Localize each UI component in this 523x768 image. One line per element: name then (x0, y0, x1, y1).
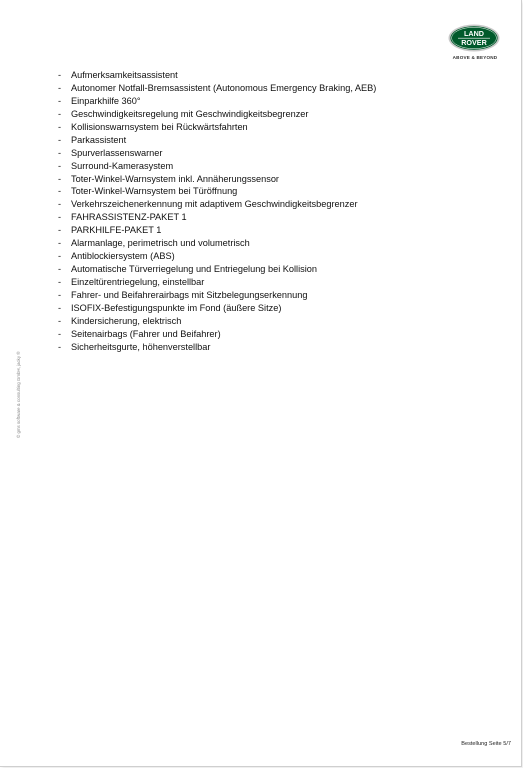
list-item-text: Kollisionswarnsystem bei Rückwärtsfahrten (71, 121, 248, 132)
list-item (58, 147, 376, 160)
list-item-text: Seitenairbags (Fahrer und Beifahrer) (71, 328, 221, 339)
list-item-text: Automatische Türverriegelung und Entriegelung bei Kollision (71, 264, 317, 275)
list-item (58, 276, 376, 289)
list-item (58, 108, 376, 121)
list-item-text: Autonomer Notfall-Bremsassistent (Autonomous Emergency Braking, AEB) (71, 82, 377, 93)
list-item-text: Antiblockiersystem (ABS) (71, 251, 175, 262)
list-bullet: - (58, 328, 62, 339)
list-bullet: - (58, 302, 62, 313)
list-bullet: - (58, 315, 62, 326)
list-item (58, 134, 376, 147)
list-bullet: - (58, 147, 62, 158)
list-item (58, 211, 376, 224)
list-item-text: FAHRASSISTENZ-PAKET 1 (71, 212, 187, 223)
list-bullet: - (58, 108, 62, 119)
list-bullet: - (58, 225, 62, 236)
list-item-text: PARKHILFE-PAKET 1 (71, 225, 162, 236)
page-number: Bestellung Seite 5/7 (461, 741, 511, 747)
list-item-text: Toter-Winkel-Warnsystem bei Türöffnung (71, 186, 238, 197)
list-item-text: ISOFIX-Befestigungspunkte im Fond (äußere Sitze) (71, 302, 282, 313)
list-bullet: - (58, 199, 62, 210)
logo-tagline: ABOVE & BEYOND (452, 55, 498, 60)
list-item (58, 69, 376, 82)
list-item (58, 185, 376, 198)
list-item-text: Spurverlassenswarner (71, 147, 163, 158)
list-item-text: Surround-Kamerasystem (71, 160, 174, 171)
list-bullet: - (58, 289, 62, 300)
list-bullet: - (58, 212, 62, 223)
logo-line2: ROVER (461, 38, 487, 48)
list-bullet: - (58, 341, 62, 352)
feature-list (58, 69, 376, 354)
list-item (58, 302, 376, 315)
list-item (58, 121, 376, 134)
list-item (58, 315, 376, 328)
list-bullet: - (58, 251, 62, 262)
list-item (58, 224, 376, 237)
list-bullet: - (58, 238, 62, 249)
list-bullet: - (58, 95, 62, 106)
list-item (58, 341, 376, 354)
list-bullet: - (58, 134, 62, 145)
list-bullet: - (58, 277, 62, 287)
list-item-text: Fahrer- und Beifahrerairbags mit Sitzbelegungserkennung (71, 289, 308, 300)
list-item (58, 263, 376, 276)
list-bullet: - (58, 186, 62, 197)
list-item (58, 237, 376, 250)
list-item (58, 198, 376, 211)
logo-line1: LAND (464, 29, 484, 39)
list-item (58, 173, 376, 186)
list-item (58, 160, 376, 173)
list-bullet: - (58, 121, 62, 132)
list-item (58, 95, 376, 108)
list-item (58, 82, 376, 95)
list-bullet: - (58, 264, 62, 275)
land-rover-logo-icon (448, 24, 500, 52)
list-item-text: Toter-Winkel-Warnsystem inkl. Annäherungssensor (71, 173, 279, 184)
list-item-text: Alarmanlage, perimetrisch und volumetrisch (71, 238, 250, 249)
list-bullet: - (58, 70, 62, 80)
list-item-text: Kindersicherung, elektrisch (71, 315, 182, 326)
copyright-note: © gms software & consulting GmbH, jacky ® (16, 351, 21, 438)
list-item-text: Aufmerksamkeitsassistent (71, 70, 178, 80)
list-item (58, 250, 376, 263)
list-bullet: - (58, 82, 62, 93)
list-item-text: Sicherheitsgurte, höhenverstellbar (71, 341, 211, 352)
list-bullet: - (58, 173, 62, 184)
list-item-text: Einzeltürentriegelung, einstellbar (71, 277, 205, 287)
list-bullet: - (58, 160, 62, 171)
list-item (58, 289, 376, 302)
list-item-text: Einparkhilfe 360° (71, 95, 141, 106)
list-item-text: Parkassistent (71, 134, 127, 145)
list-item-text: Verkehrszeichenerkennung mit adaptivem Geschwindigkeitsbegrenzer (71, 199, 358, 210)
list-item-text: Geschwindigkeitsregelung mit Geschwindigkeitsbegrenzer (71, 108, 309, 119)
list-item (58, 328, 376, 341)
land-rover-logo (446, 24, 504, 64)
